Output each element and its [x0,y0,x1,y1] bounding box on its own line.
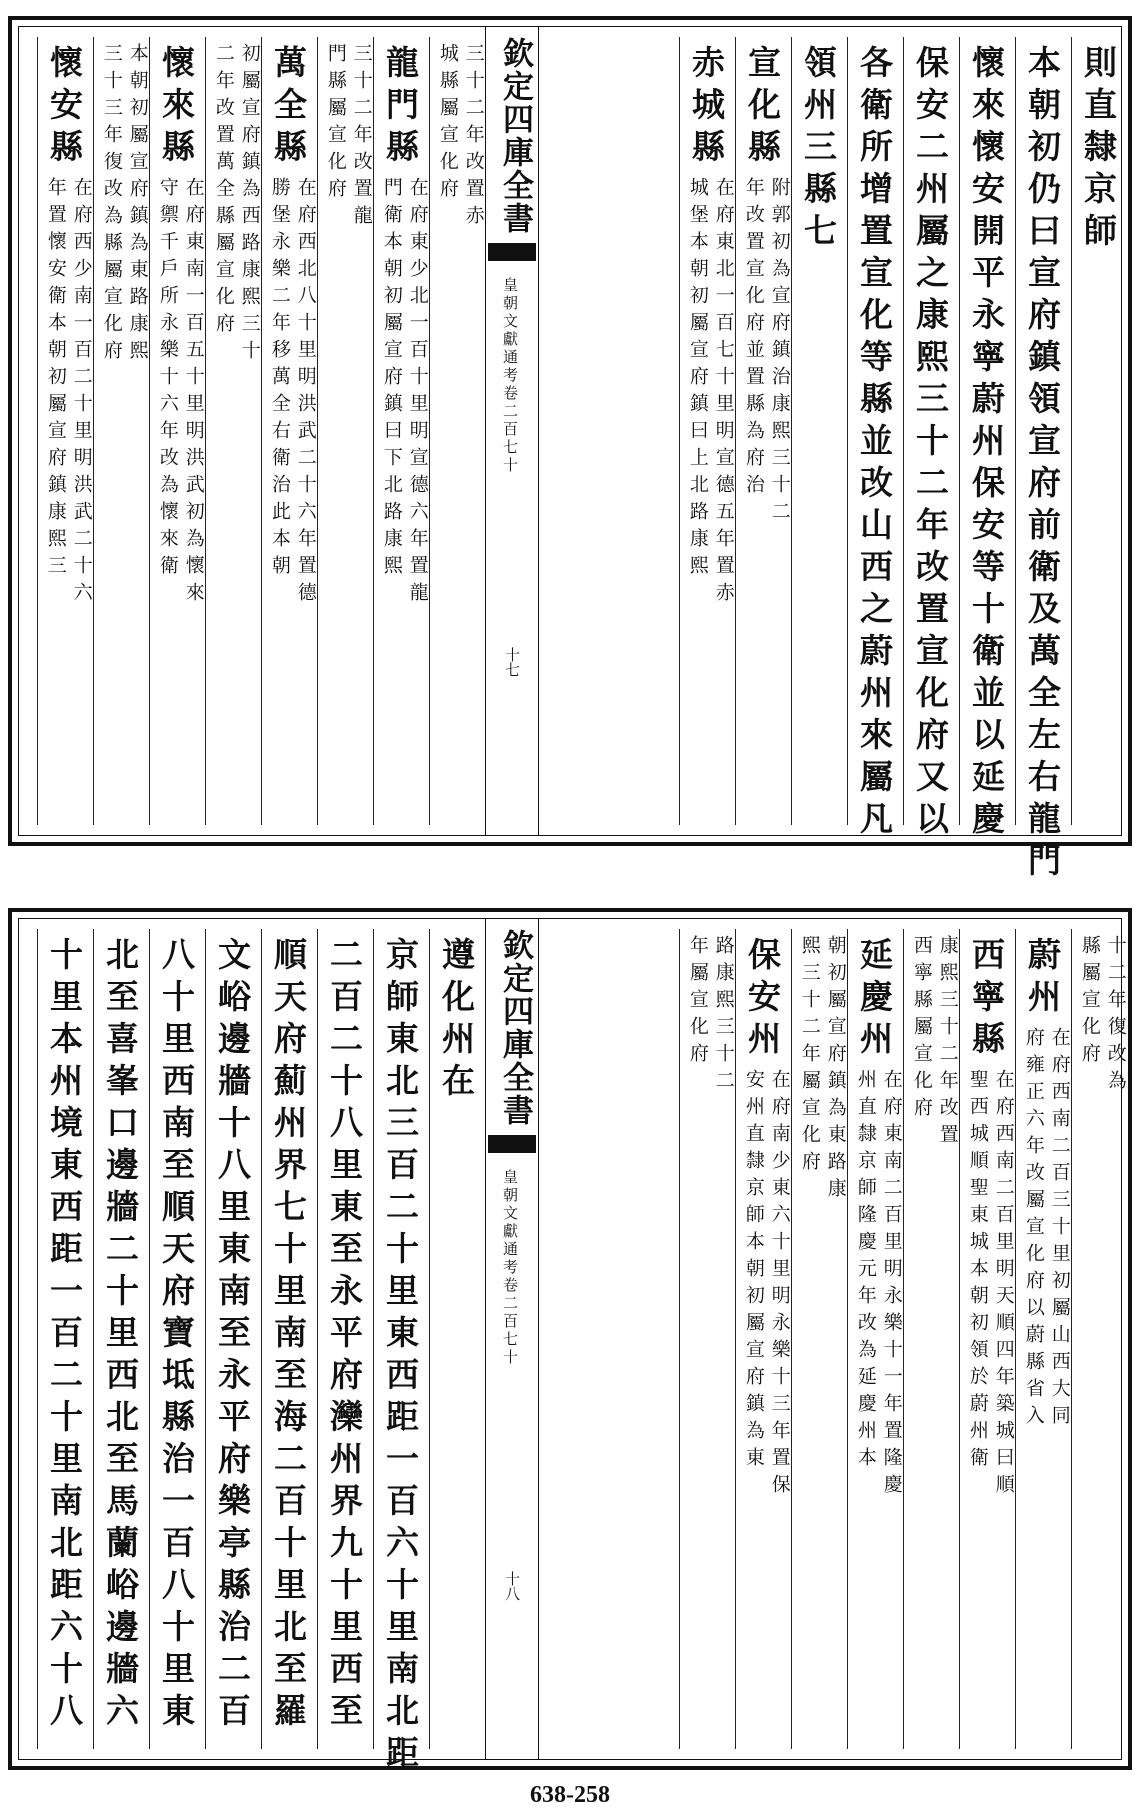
text-column [1015,929,1071,1749]
text-column [959,929,1015,1749]
fish-tail-mark [488,1135,536,1153]
column-annotation [742,177,790,528]
center-gutter [485,919,539,1759]
fish-tail-mark [488,243,536,261]
annotation-line: 城縣屬宣化府 [436,43,459,205]
bottom-leaf-frame [18,918,1127,1777]
text-column [791,929,847,1749]
annotation-line: 守禦千戶所永樂十六年改為懷來衛 [156,177,179,582]
column-main-text: 宣化縣 [743,45,782,171]
column-annotation [44,177,92,609]
column-main-text: 懷來懷安開平永寧蔚州保安等十衛並以延慶 [967,45,1006,843]
annotation-line: 年改置宣化府並置縣為府治 [742,177,765,501]
column-main-text: 領州三縣七 [799,45,838,255]
annotation-line: 在府東少北一百十里明宣德六年置龍 [406,177,429,609]
column-main-text: 保安州 [743,937,782,1063]
column-main-text: 順天府薊州界七十里南至海二百十里北至羅 [269,937,308,1735]
text-column [205,37,261,825]
annotation-line: 在府東北一百七十里明宣德五年置赤 [712,177,735,609]
column-annotation [324,43,372,232]
annotation-line: 在府東南二百里明永樂十一年置隆慶 [880,1069,903,1501]
text-column [373,37,429,825]
column-main-text: 赤城縣 [687,45,726,171]
gutter-subtitle: 皇朝文獻通考卷二百七十 [501,1169,519,1367]
column-annotation [212,43,260,367]
center-gutter [485,27,539,835]
annotation-line: 熙三十二年屬宣化府 [798,935,821,1178]
annotation-line: 三十二年改置赤 [462,43,485,232]
column-annotation [380,177,428,609]
text-column [679,929,735,1749]
column-main-text: 保安二州屬之康熙三十二年改置宣化府又以 [911,45,950,843]
annotation-line: 年屬宣化府 [686,935,709,1070]
annotation-line: 十二年復改為 [1104,935,1127,1097]
gutter-page-number: 十七 [503,647,521,677]
text-column [261,929,317,1749]
text-column [93,929,149,1749]
column-main-text: 本朝初仍曰宣府鎮領宣府前衛及萬全左右龍門 [1023,45,1062,885]
annotation-line: 在府西南二百里明天順四年築城曰順 [992,1069,1015,1501]
column-main-text: 龍門縣 [381,45,420,171]
annotation-line: 聖西城順聖東城本朝初領於蔚州衛 [966,1069,989,1474]
annotation-line: 西寧縣屬宣化府 [910,935,933,1124]
annotation-line: 本朝初屬宣府鎮為東路康熙 [126,43,149,367]
column-annotation [436,43,484,232]
text-column [429,929,485,1749]
annotation-line: 三十三年復改為縣屬宣化府 [100,43,123,367]
annotation-line: 在府西北八十里明洪武二十六年置德 [294,177,317,609]
text-column [959,37,1015,843]
text-column [1071,929,1127,1749]
column-annotation [100,43,148,367]
annotation-line: 朝初屬宣府鎮為東路康 [824,935,847,1205]
annotation-line: 年置懷安衛本朝初屬宣府鎮康熙三 [44,177,67,582]
column-main-text: 遵化州在 [437,937,476,1105]
gutter-subtitle: 皇朝文獻通考卷二百七十 [501,277,519,475]
column-main-text: 京師東北三百二十里東西距一百六十里南北距 [381,937,420,1777]
column-main-text: 文峪邊牆十八里東南至永平府樂亭縣治二百 [213,937,252,1735]
column-main-text: 懷來縣 [157,45,196,171]
column-main-text: 八十里西南至順天府寶坻縣治一百八十里東 [157,937,196,1735]
gutter-page-number: 十八 [503,1571,521,1601]
column-annotation [686,935,734,1097]
annotation-line: 路康熙三十二 [712,935,735,1097]
column-main-text: 北至喜峯口邊牆二十里西北至馬蘭峪邊牆六 [101,937,140,1735]
bottom-leaf [8,908,1132,1777]
text-column [791,37,847,825]
text-column [261,37,317,825]
annotation-line: 門衛本朝初屬宣府鎮曰下北路康熙 [380,177,403,582]
text-column [93,37,149,825]
annotation-line: 康熙三十二年改置 [936,935,959,1151]
text-column [149,929,205,1749]
page-number: 638-258 [530,1782,610,1808]
column-main-text: 二百二十八里東至永平府灤州界九十里西至 [325,937,364,1735]
text-column [317,929,373,1749]
annotation-line: 在府南少東六十里明永樂十三年置保 [768,1069,791,1501]
text-column [847,929,903,1749]
column-annotation [268,177,316,609]
column-annotation [1078,935,1126,1097]
text-column [429,37,485,825]
text-column [37,929,93,1749]
text-column [735,929,791,1749]
column-main-text: 延慶州 [855,937,894,1063]
gutter-title: 欽定四庫全書 [497,929,533,1127]
annotation-line: 縣屬宣化府 [1078,935,1101,1070]
column-main-text: 十里本州境東西距一百二十里南北距六十八 [45,937,84,1735]
column-main-text: 西寧縣 [967,937,1006,1063]
column-main-text: 蔚州 [1023,937,1062,1021]
column-main-text: 各衛所增置宣化等縣並改山西之蔚州來屬凡 [855,45,894,843]
text-column [1071,37,1127,825]
text-column [903,929,959,1749]
annotation-line: 初屬宣府鎮為西路康熙三十 [238,43,261,367]
annotation-line: 在府西南二百三十里初屬山西大同 [1048,1027,1071,1432]
text-column [903,37,959,843]
annotation-line: 勝堡永樂二年移萬全右衛治此本朝 [268,177,291,582]
text-column [1015,37,1071,885]
column-annotation [686,177,734,609]
column-annotation [854,1069,902,1501]
text-column [205,929,261,1749]
column-annotation [156,177,204,609]
text-column [735,37,791,825]
column-annotation [1022,1027,1070,1432]
top-leaf-frame [18,26,1122,885]
column-main-text: 則直隸京師 [1079,45,1118,255]
annotation-line: 二年改置萬全縣屬宣化府 [212,43,235,340]
annotation-line: 州直隸京師隆慶元年改為延慶州本 [854,1069,877,1474]
text-column [149,37,205,825]
text-column [847,37,903,843]
annotation-line: 三十二年改置龍 [350,43,373,232]
annotation-line: 城堡本朝初屬宣府鎮曰上北路康熙 [686,177,709,582]
column-annotation [966,1069,1014,1501]
column-annotation [742,1069,790,1501]
text-column [317,37,373,825]
column-annotation [910,935,958,1151]
column-annotation [798,935,846,1205]
annotation-line: 在府東南一百五十里明洪武初為懷來 [182,177,205,609]
annotation-line: 在府西少南一百二十里明洪武二十六 [70,177,93,609]
annotation-line: 門縣屬宣化府 [324,43,347,205]
column-main-text: 懷安縣 [45,45,84,171]
annotation-line: 安州直隸京師本朝初屬宣府鎮為東 [742,1069,765,1474]
top-leaf [8,16,1132,885]
text-column [679,37,735,825]
annotation-line: 附郭初為宣府鎮治康熙三十二 [768,177,791,528]
gutter-title: 欽定四庫全書 [497,37,533,235]
text-column [373,929,429,1777]
text-column [37,37,93,825]
annotation-line: 府雍正六年改屬宣化府以蔚縣省入 [1022,1027,1045,1432]
column-main-text: 萬全縣 [269,45,308,171]
